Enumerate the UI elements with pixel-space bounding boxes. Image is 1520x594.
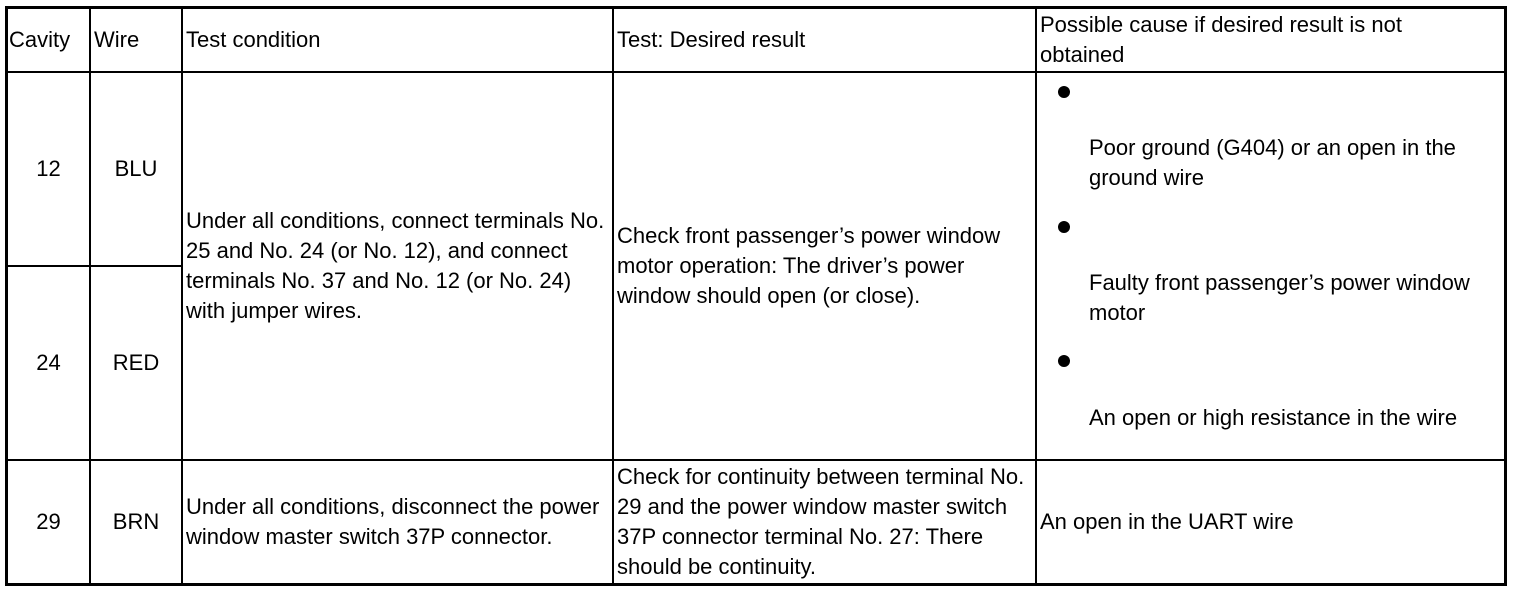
- cause-item: Faulty front passenger’s power window motor: [1089, 270, 1470, 325]
- cause-item: An open or high resistance in the wire: [1089, 405, 1458, 430]
- bullet-icon: [1058, 221, 1070, 233]
- possible-cause-29: An open in the UART wire: [1040, 509, 1294, 534]
- header-wire: Wire: [94, 27, 140, 52]
- header-possible-cause: Possible cause if desired result is not obtained: [1040, 12, 1402, 67]
- cavity-29: 29: [36, 509, 61, 534]
- wire-12: BLU: [114, 156, 158, 181]
- cause-item: Poor ground (G404) or an open in the ground wire: [1089, 135, 1456, 190]
- desired-result-29: Check for continuity between terminal No. 29 and the power window master switch 37P connector terminal No. 27: There should be continuity.: [617, 464, 1025, 579]
- header-desired-result: Test: Desired result: [617, 27, 806, 52]
- test-condition-29: Under all conditions, disconnect the power window master switch 37P connector.: [186, 494, 600, 549]
- bullet-icon: [1058, 355, 1070, 367]
- cavity-12: 12: [36, 156, 61, 181]
- header-test-condition: Test condition: [186, 27, 321, 52]
- bullet-icon: [1058, 86, 1070, 98]
- wire-29: BRN: [112, 509, 160, 534]
- desired-result-12-24: Check front passenger’s power window motor operation: The driver’s power window should open (or close).: [617, 223, 1001, 308]
- cavity-24: 24: [36, 350, 61, 375]
- wire-24: RED: [112, 350, 160, 375]
- header-cavity: Cavity: [9, 27, 71, 52]
- test-condition-12-24: Under all conditions, connect terminals No. 25 and No. 24 (or No. 12), and connect terminals No. 37 and No. 12 (or No. 24) with jumper wires.: [186, 208, 605, 323]
